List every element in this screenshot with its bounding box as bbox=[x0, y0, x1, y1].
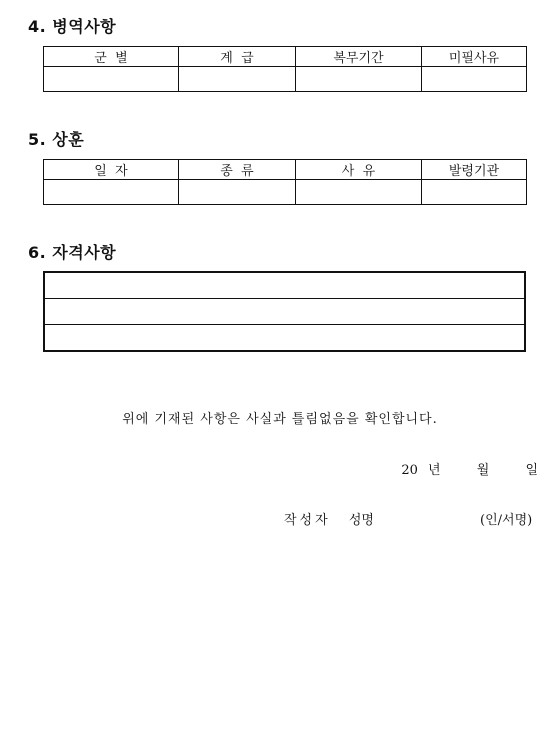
qualifications-field[interactable] bbox=[44, 325, 525, 352]
military-rank-field[interactable] bbox=[179, 67, 296, 92]
awards-reason-field[interactable] bbox=[296, 180, 422, 205]
qualifications-row bbox=[44, 272, 525, 299]
awards-type-header: 종 류 bbox=[179, 160, 296, 180]
qualifications-section-title: 6. 자격사항 bbox=[28, 243, 117, 262]
qualifications-row bbox=[44, 325, 525, 352]
military-period-header: 복무기간 bbox=[296, 47, 422, 67]
month-unit: 월 bbox=[476, 463, 490, 478]
military-period-field[interactable] bbox=[296, 67, 422, 92]
military-rank-header: 계 급 bbox=[179, 47, 296, 67]
year-prefix[interactable]: 20 bbox=[401, 463, 418, 478]
awards-issuer-header: 발령기관 bbox=[422, 160, 527, 180]
writer-label: 작성자 bbox=[284, 513, 331, 528]
military-header-row bbox=[44, 47, 527, 67]
military-section-title: 4. 병역사항 bbox=[28, 17, 117, 36]
seal-label[interactable]: (인/서명) bbox=[480, 513, 533, 528]
awards-input-row bbox=[44, 180, 527, 205]
military-exemption-header: 미필사유 bbox=[422, 47, 527, 67]
day-unit: 일 bbox=[525, 463, 538, 478]
qualifications-table bbox=[43, 271, 526, 352]
military-table bbox=[43, 46, 527, 92]
awards-date-header: 일 자 bbox=[44, 160, 179, 180]
awards-type-field[interactable] bbox=[179, 180, 296, 205]
qualifications-field[interactable] bbox=[44, 272, 525, 299]
signature-line bbox=[284, 509, 533, 528]
awards-table bbox=[43, 159, 527, 205]
date-line bbox=[401, 459, 538, 478]
qualifications-row bbox=[44, 299, 525, 325]
awards-header-row bbox=[44, 160, 527, 180]
qualifications-field[interactable] bbox=[44, 299, 525, 325]
awards-reason-header: 사 유 bbox=[296, 160, 422, 180]
military-branch-header: 군 별 bbox=[44, 47, 179, 67]
military-input-row bbox=[44, 67, 527, 92]
name-label: 성명 bbox=[348, 513, 374, 528]
awards-date-field[interactable] bbox=[44, 180, 179, 205]
awards-issuer-field[interactable] bbox=[422, 180, 527, 205]
confirmation-statement: 위에 기재된 사항은 사실과 틀림없음을 확인합니다. bbox=[122, 412, 438, 427]
awards-section-title: 5. 상훈 bbox=[28, 130, 85, 149]
year-unit: 년 bbox=[428, 463, 441, 478]
military-exemption-field[interactable] bbox=[422, 67, 527, 92]
military-branch-field[interactable] bbox=[44, 67, 179, 92]
